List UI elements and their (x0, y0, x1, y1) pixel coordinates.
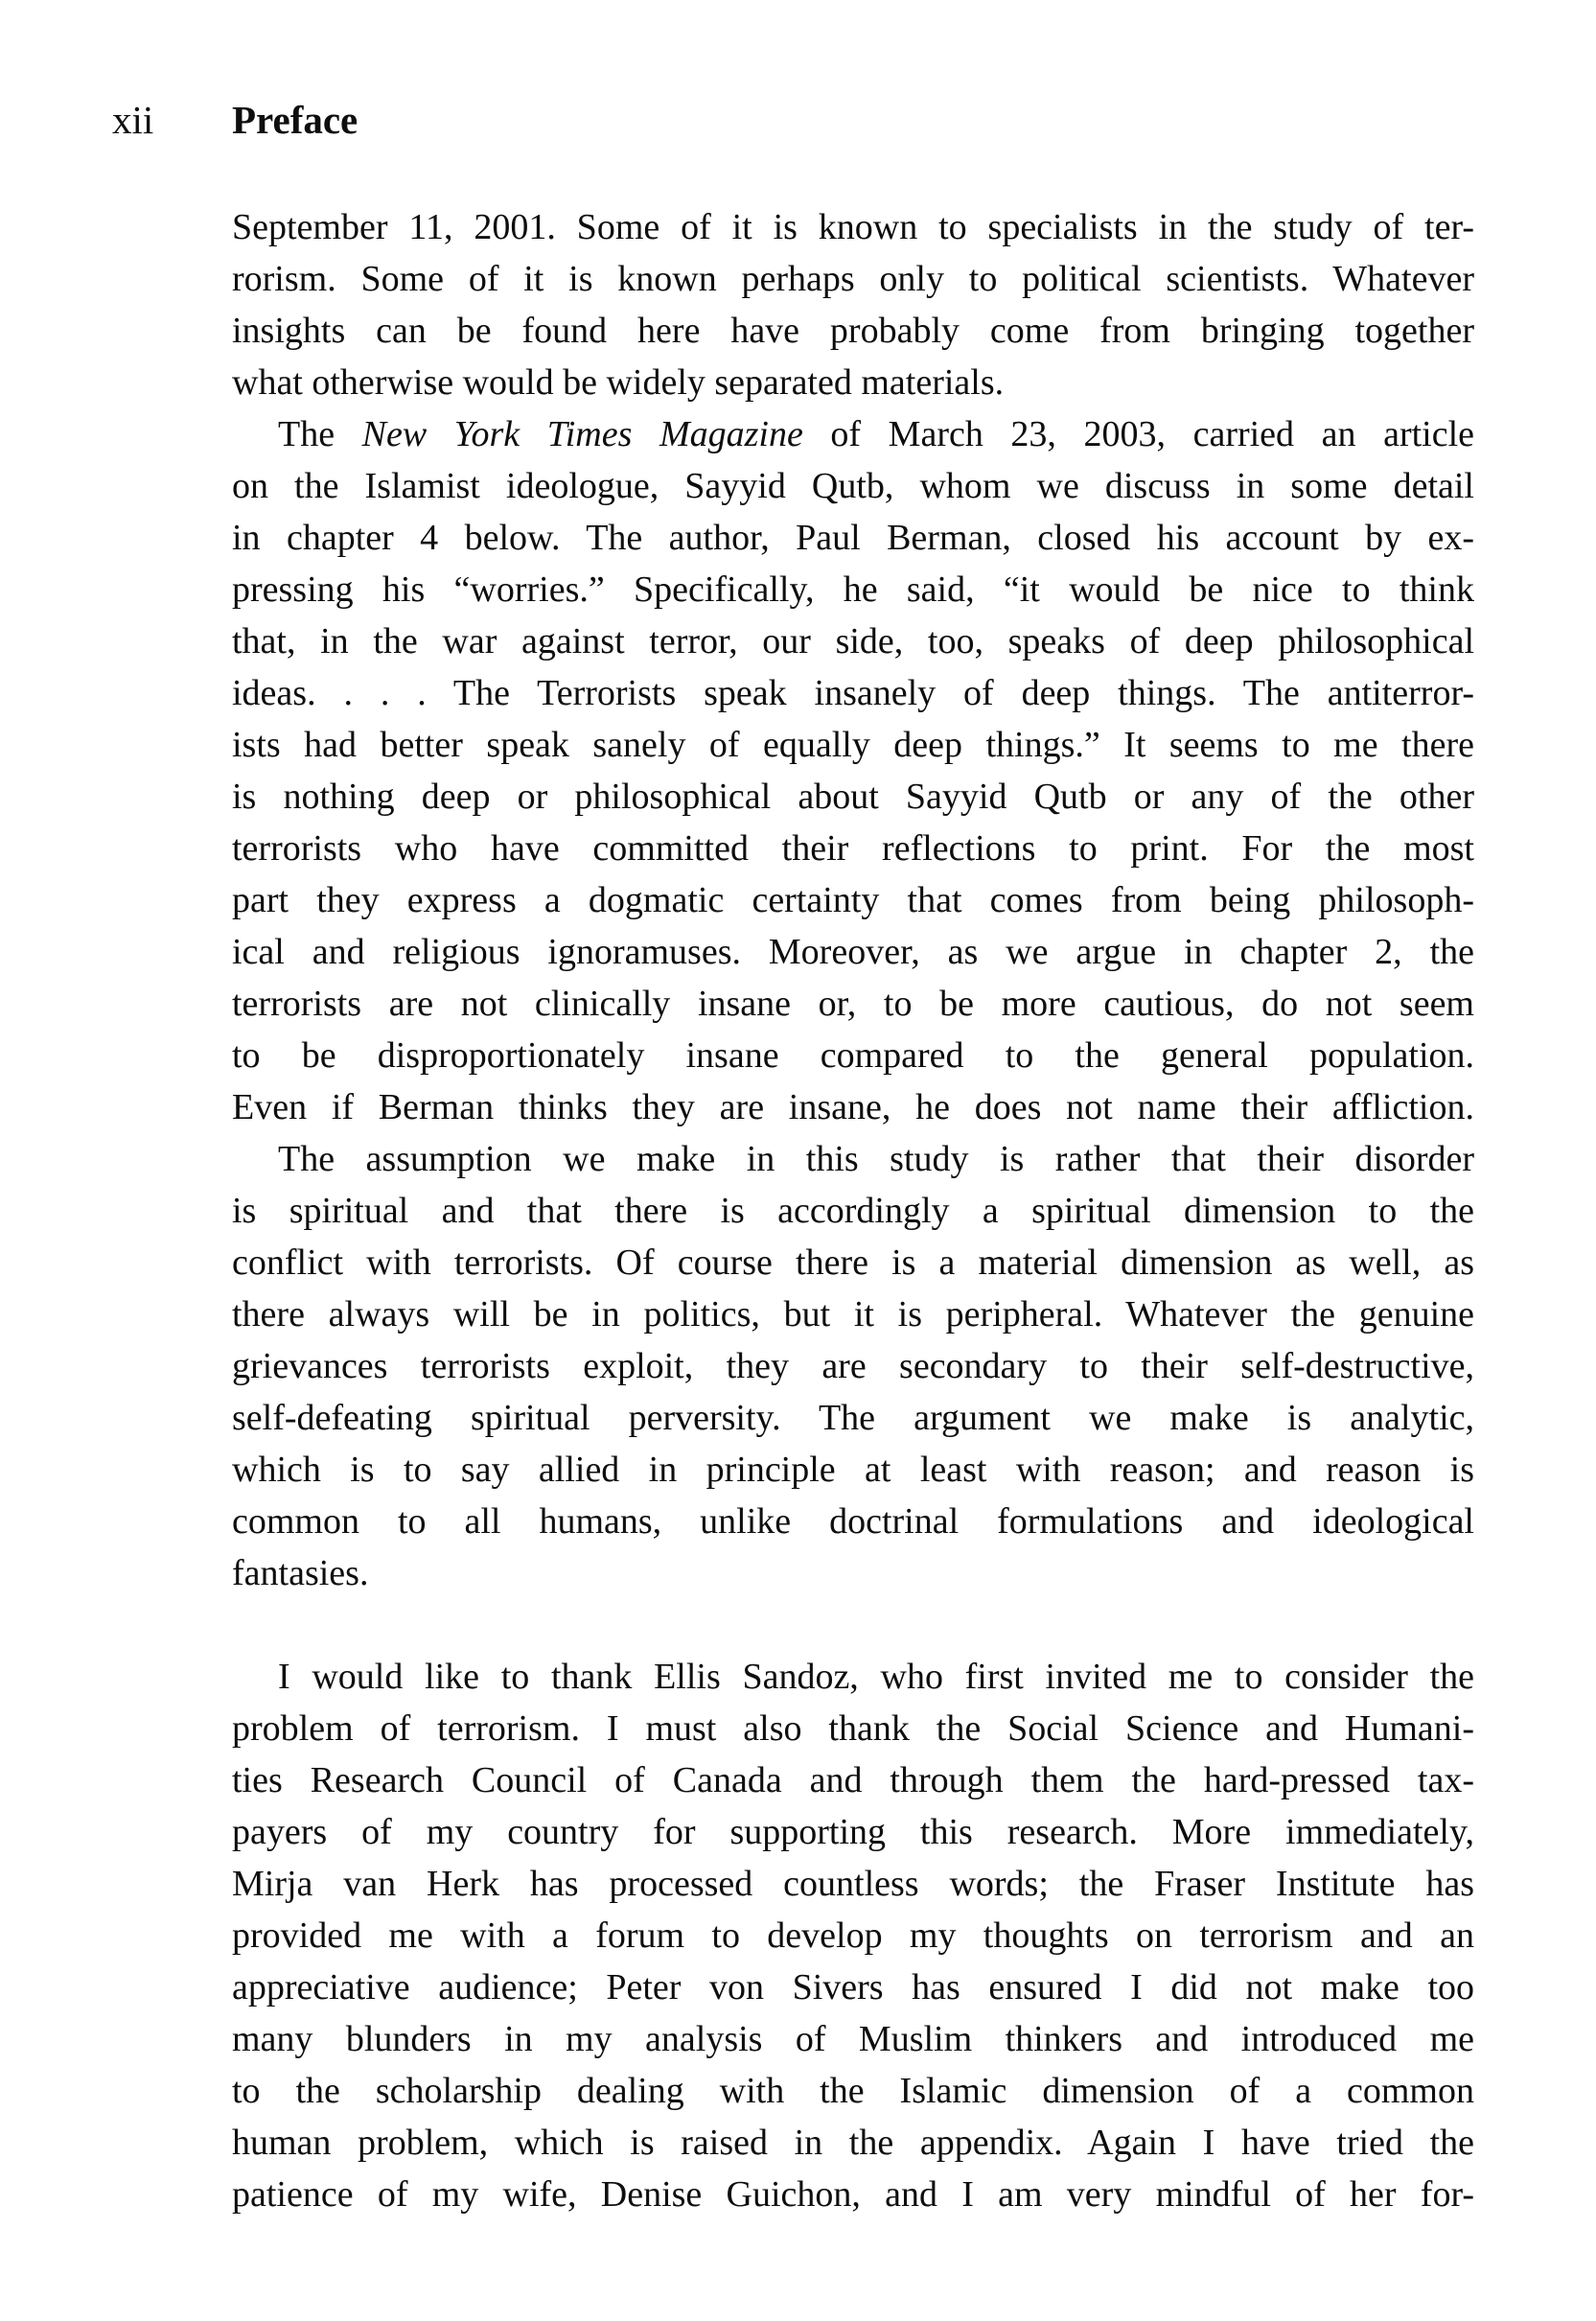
text-line: many blunders in my analysis of Muslim thinkers and introduced me (232, 2019, 1474, 2059)
text-line: ideas. . . . The Terrorists speak insanely of deep things. The antiterror- (232, 673, 1474, 713)
running-head (0, 97, 1596, 143)
text-line: The assumption we make in this study is rather that their disorder (278, 1139, 1474, 1179)
text-line: to the scholarship dealing with the Islamic dimension of a common (232, 2071, 1474, 2111)
text-line: September 11, 2001. Some of it is known to specialists in the study of ter- (232, 207, 1474, 247)
text-line: is spiritual and that there is accordingly a spiritual dimension to the (232, 1191, 1474, 1231)
text-line: common to all humans, unlike doctrinal formulations and ideological (232, 1501, 1474, 1542)
page-number: xii (112, 98, 154, 142)
text-line: pressing his “worries.” Specifically, he said, “it would be nice to think (232, 569, 1474, 610)
text-line: is nothing deep or philosophical about Sayyid Qutb or any of the other (232, 777, 1474, 817)
text-line: that, in the war against terror, our side, too, speaks of deep philosophical (232, 621, 1474, 661)
text-line: there always will be in politics, but it is peripheral. Whatever the genuine (232, 1294, 1474, 1335)
text-line: payers of my country for supporting this research. More immediately, (232, 1812, 1474, 1852)
text-line: I would like to thank Ellis Sandoz, who first invited me to consider the (278, 1657, 1474, 1697)
text-line: Mirja van Herk has processed countless words; the Fraser Institute has (232, 1864, 1474, 1904)
text-line: to be disproportionately insane compared to the general population. (232, 1035, 1474, 1076)
text-line: ists had better speak sanely of equally deep things.” It seems to me there (232, 725, 1474, 765)
text-line: The New York Times Magazine of March 23, 2003, carried an article (278, 414, 1474, 454)
text-line: conflict with terrorists. Of course there is a material dimension as well, as (232, 1242, 1474, 1283)
text-line: which is to say allied in principle at least with reason; and reason is (232, 1450, 1474, 1490)
text-line: self-defeating spiritual perversity. The argument we make is analytic, (232, 1398, 1474, 1438)
text-line: human problem, which is raised in the appendix. Again I have tried the (232, 2123, 1474, 2163)
text-line: fantasies. (232, 1553, 369, 1593)
text-line: terrorists who have committed their reflections to print. For the most (232, 828, 1474, 869)
text-line: terrorists are not clinically insane or, to be more cautious, do not seem (232, 984, 1474, 1024)
running-title: Preface (232, 98, 359, 142)
text-line: in chapter 4 below. The author, Paul Berman, closed his account by ex- (232, 518, 1474, 558)
text-line: ties Research Council of Canada and through them the hard-pressed tax- (232, 1760, 1474, 1800)
text-line: problem of terrorism. I must also thank the Social Science and Humani- (232, 1708, 1474, 1749)
text-line: rorism. Some of it is known perhaps only to political scientists. Whatever (232, 259, 1474, 299)
text-line: ical and religious ignoramuses. Moreover, as we argue in chapter 2, the (232, 932, 1474, 972)
text-line: what otherwise would be widely separated materials. (232, 362, 1005, 403)
text-line: insights can be found here have probably come from bringing together (232, 311, 1474, 351)
text-line: part they express a dogmatic certainty that comes from being philosoph- (232, 880, 1474, 920)
text-line: patience of my wife, Denise Guichon, and I am very mindful of her for- (232, 2174, 1474, 2215)
text-line: Even if Berman thinks they are insane, he does not name their affliction. (232, 1087, 1474, 1127)
text-line: grievances terrorists exploit, they are secondary to their self-destructive, (232, 1346, 1474, 1386)
text-line: on the Islamist ideologue, Sayyid Qutb, whom we discuss in some detail (232, 466, 1474, 506)
preface-text (232, 201, 1474, 2220)
text-line: appreciative audience; Peter von Sivers has ensured I did not make too (232, 1967, 1474, 2008)
text-line: provided me with a forum to develop my thoughts on terrorism and an (232, 1915, 1474, 1956)
